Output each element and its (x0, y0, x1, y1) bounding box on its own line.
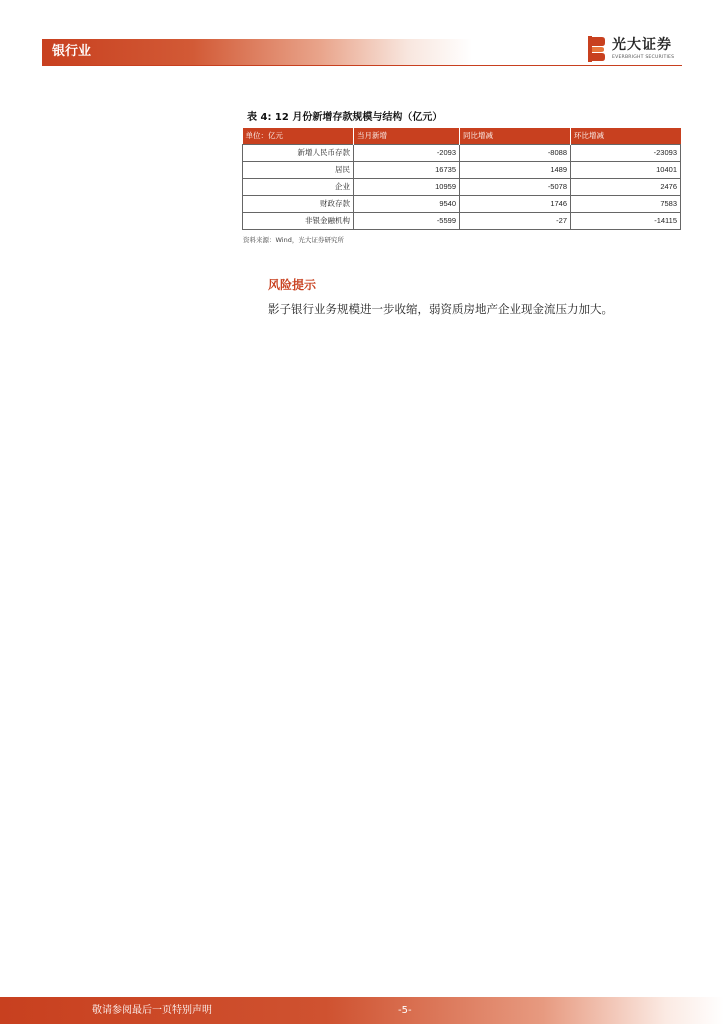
row-label: 企业 (243, 179, 354, 196)
table-cell: -5078 (460, 179, 571, 196)
table-cell: 16735 (354, 162, 460, 179)
header-rule (42, 65, 682, 66)
column-header: 当月新增 (354, 128, 460, 145)
table-source-note: 资料来源：Wind，光大证券研究所 (243, 236, 344, 244)
row-label: 新增人民币存款 (243, 145, 354, 162)
row-label: 财政存款 (243, 196, 354, 213)
table-row (243, 213, 681, 230)
section-title: 银行业 (52, 44, 92, 59)
table-cell: -23093 (571, 145, 681, 162)
table-cell: 10959 (354, 179, 460, 196)
logo-name-en: EVERBRIGHT SECURITIES (612, 55, 675, 60)
table-cell: 7583 (571, 196, 681, 213)
table-row (243, 145, 681, 162)
company-logo (588, 36, 688, 64)
logo-name-cn: 光大证券 (612, 37, 672, 53)
column-header: 同比增减 (460, 128, 571, 145)
table-row (243, 162, 681, 179)
header-band (42, 39, 472, 65)
table-cell: -14115 (571, 213, 681, 230)
table-cell: 2476 (571, 179, 681, 196)
table-row (243, 179, 681, 196)
table-caption: 表 4: 12 月份新增存款规模与结构（亿元） (247, 112, 443, 123)
table-cell: 9540 (354, 196, 460, 213)
row-label: 居民 (243, 162, 354, 179)
table-cell: 10401 (571, 162, 681, 179)
table-cell: 1489 (460, 162, 571, 179)
risk-paragraph: 影子银行业务规模进一步收缩，弱资质房地产企业现金流压力加大。 (268, 302, 613, 316)
table-row (243, 196, 681, 213)
table-cell: -5599 (354, 213, 460, 230)
table-cell: -27 (460, 213, 571, 230)
row-label: 非银金融机构 (243, 213, 354, 230)
column-header: 单位：亿元 (243, 128, 354, 145)
everbright-logo-icon (588, 36, 606, 62)
column-header: 环比增减 (571, 128, 681, 145)
table-cell: -2093 (354, 145, 460, 162)
footer-disclaimer: 敬请参阅最后一页特别声明 (92, 1005, 212, 1016)
page-number: -5- (398, 1005, 412, 1016)
table-cell: -8088 (460, 145, 571, 162)
table-header-row (243, 128, 681, 145)
page-header (0, 0, 724, 70)
risk-heading: 风险提示 (268, 278, 317, 292)
deposit-table (242, 128, 681, 230)
table-cell: 1746 (460, 196, 571, 213)
